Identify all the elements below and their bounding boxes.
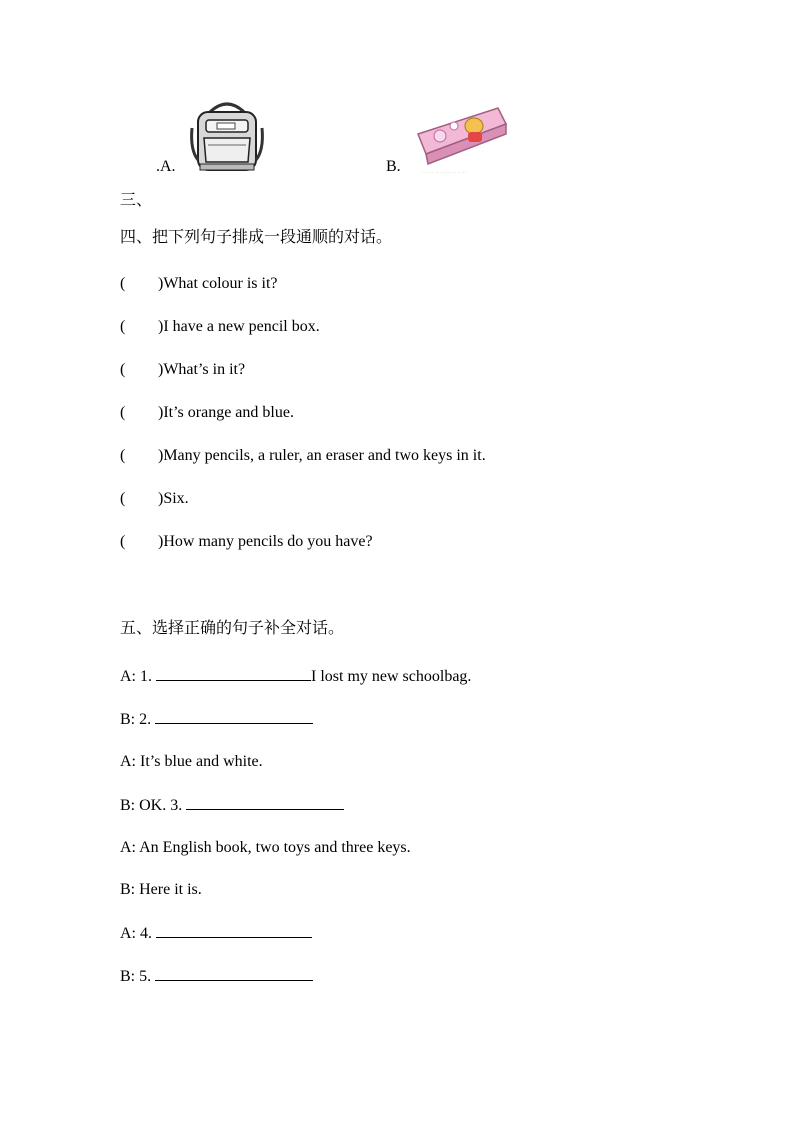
ordering-item-text: )What colour is it? [158, 275, 278, 292]
dialogue-text: A: An English book, two toys and three keys. [120, 839, 411, 856]
answer-bracket: ( [120, 275, 126, 292]
dialogue-line [120, 795, 344, 816]
ordering-item [120, 532, 373, 552]
ordering-item [120, 317, 320, 337]
dialogue-text: B: OK. 3. [120, 797, 187, 814]
ordering-item [120, 403, 294, 423]
dialogue-text: B: 5. [120, 968, 156, 985]
dialogue-text: B: Here it is. [120, 881, 202, 898]
dialogue-text: I lost my new schoolbag. [311, 668, 472, 685]
ordering-item [120, 274, 278, 294]
answer-blank[interactable] [155, 709, 313, 724]
ordering-item [120, 446, 486, 466]
ordering-item [120, 489, 189, 509]
dialogue-text: B: 2. [120, 711, 156, 728]
dialogue-line [120, 880, 202, 900]
ordering-item [120, 360, 245, 380]
svg-text:· · · · · · · · · · · · · · ·: · · · · · · · · · · · · · · · · · · [422, 170, 467, 175]
answer-bracket: ( [120, 490, 126, 507]
backpack-icon [188, 98, 266, 174]
answer-bracket: ( [120, 404, 126, 421]
answer-bracket: ( [120, 361, 126, 378]
section-5-title: 五、选择正确的句子补全对话。 [120, 618, 345, 637]
answer-bracket: ( [120, 318, 126, 335]
dialogue-text: A: It’s blue and white. [120, 753, 263, 770]
option-a-label: .A. [156, 158, 176, 175]
section-3-title: 三、 [120, 190, 153, 209]
section-4-title: 四、把下列句子排成一段通顺的对话。 [120, 227, 393, 246]
dialogue-line [120, 709, 313, 730]
dialogue-line [120, 752, 263, 772]
dialogue-line [120, 838, 411, 858]
option-b-label: B. [386, 158, 401, 175]
ordering-item-text: )I have a new pencil box. [158, 318, 320, 335]
answer-bracket: ( [120, 447, 126, 464]
dialogue-text: A: 4. [120, 925, 156, 942]
ordering-item-text: )Six. [158, 490, 189, 507]
ordering-item-text: )Many pencils, a ruler, an eraser and two keys in it. [158, 447, 486, 464]
ordering-item-text: )It’s orange and blue. [158, 404, 294, 421]
answer-blank[interactable] [155, 966, 313, 981]
answer-blank[interactable] [156, 666, 311, 681]
answer-blank[interactable] [186, 795, 344, 810]
pencil-box-icon [412, 102, 512, 176]
answer-blank[interactable] [156, 923, 312, 938]
answer-bracket: ( [120, 533, 126, 550]
dialogue-text: A: 1. [120, 668, 156, 685]
ordering-item-text: )What’s in it? [158, 361, 246, 378]
dialogue-line [120, 666, 471, 687]
dialogue-line [120, 966, 313, 987]
dialogue-line [120, 923, 312, 944]
ordering-item-text: )How many pencils do you have? [158, 533, 373, 550]
